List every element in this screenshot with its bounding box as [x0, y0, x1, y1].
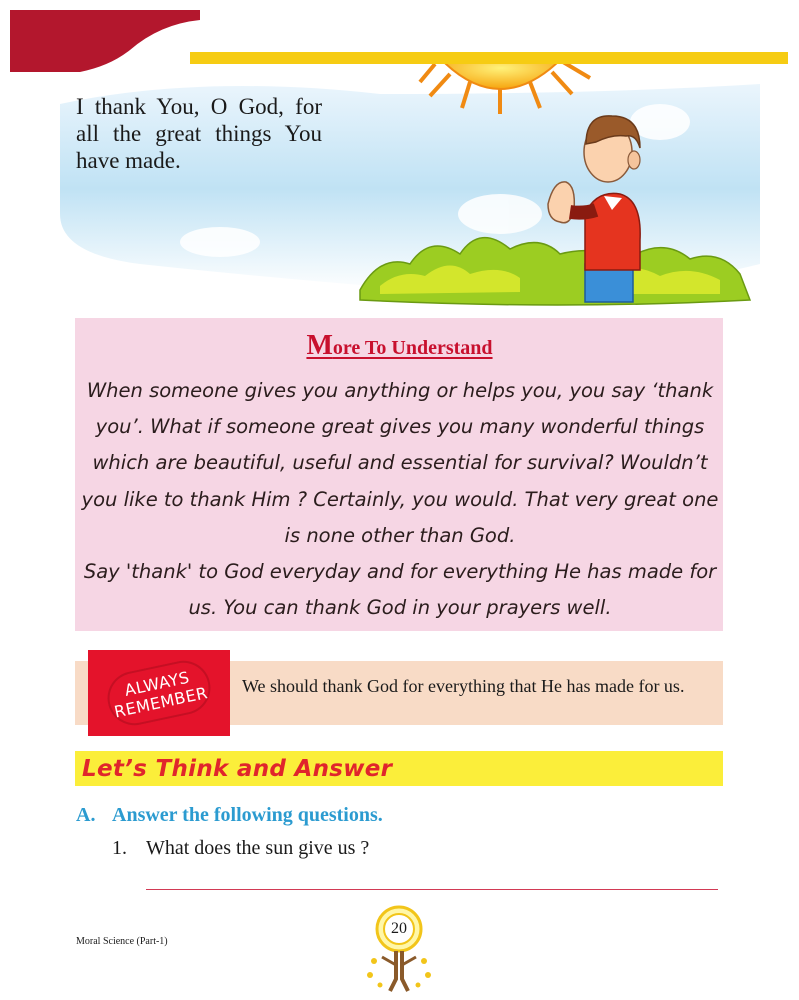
section-a-letter: A.: [76, 804, 96, 826]
section-a-heading: Answer the following questions.: [112, 804, 383, 826]
top-gold-line: [190, 52, 788, 64]
question-text: What does the sun give us ?: [146, 837, 370, 859]
badge-oval: [103, 656, 216, 730]
always-remember-text: We should thank God for everything that He has made for us.: [242, 676, 685, 696]
hero-prayer-text: I thank You, O God, for all the great things You have made.: [76, 94, 322, 173]
title-initial: M: [306, 330, 333, 361]
understand-paragraph-1: When someone gives you anything or helps you, you say ‘thank you’. What if someone great gives you many wonderful things which are beautiful, useful and essential for survival? Wouldn’t you like to thank Him ? Certainly, you would. That very great one is none other than God.: [81, 379, 719, 547]
page-number: 20: [391, 920, 407, 937]
question-number: 1.: [112, 837, 127, 859]
title-rest: ore To Understand: [332, 337, 493, 359]
more-to-understand-title: [0, 330, 799, 362]
more-to-understand-body: [80, 373, 720, 626]
always-remember-label: ALWAYS REMEMBER: [112, 667, 210, 722]
think-and-answer-title: Let’s Think and Answer: [82, 756, 393, 782]
understand-paragraph-2: Say 'thank' to God everyday and for everything He has made for us. You can thank God in your prayers well.: [83, 560, 717, 620]
book-title-footer: Moral Science (Part-1): [76, 936, 168, 947]
always-remember-badge: [88, 650, 230, 736]
answer-line[interactable]: [146, 889, 718, 890]
